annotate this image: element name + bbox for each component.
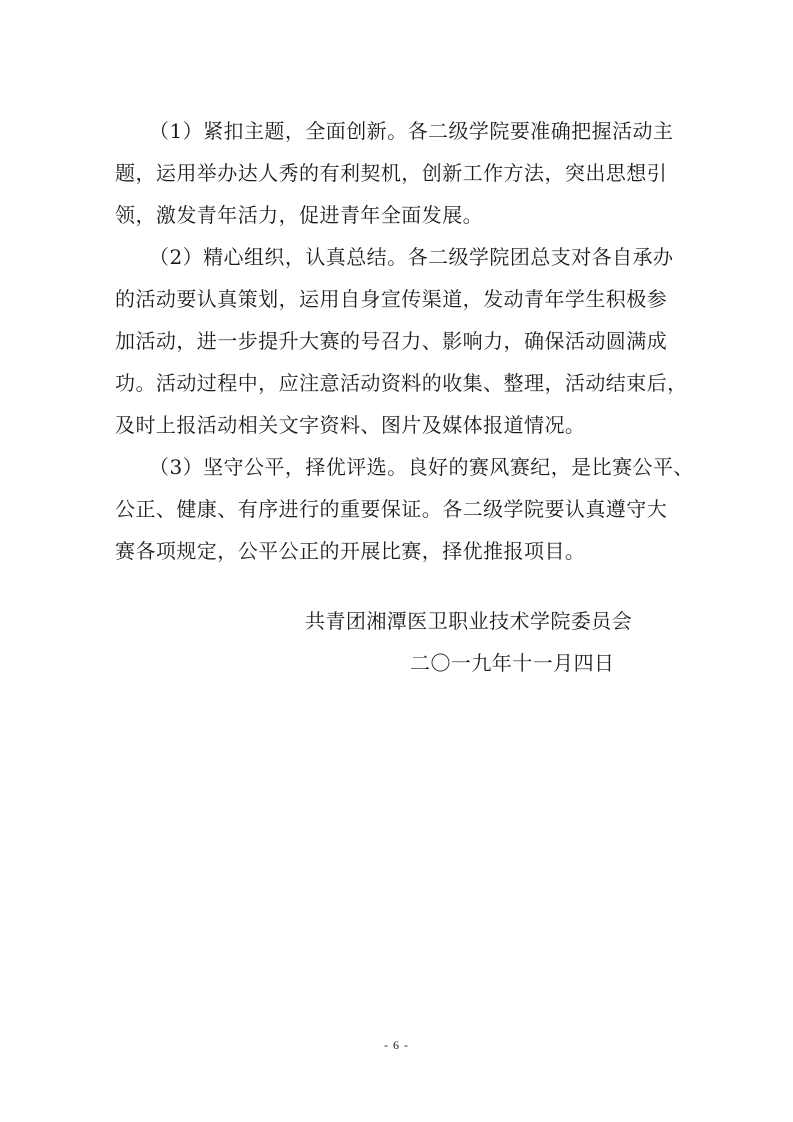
page-number: - 6 -	[384, 1038, 409, 1052]
paragraph-1-line-1: （1）紧扣主题，全面创新。各二级学院要准确把握活动主	[149, 119, 674, 143]
paragraph-2-line-5: 及时上报活动相关文字资料、图片及媒体报道情况。	[115, 413, 586, 437]
paragraph-2-line-3: 加活动，进一步提升大赛的号召力、影响力，确保活动圆满成	[115, 329, 668, 353]
paragraph-2-line-2: 的活动要认真策划，运用自身宣传渠道，发动青年学生积极参	[115, 287, 668, 311]
signature-date: 二〇一九年十一月四日	[410, 651, 615, 675]
paragraph-3-line-2: 公正、健康、有序进行的重要保证。各二级学院要认真遵守大	[115, 497, 668, 521]
paragraph-2-line-1: （2）精心组织，认真总结。各二级学院团总支对各自承办	[149, 245, 674, 269]
paragraph-3-line-3: 赛各项规定，公平公正的开展比赛，择优推报项目。	[115, 539, 586, 563]
signature-organization: 共青团湘潭医卫职业技术学院委员会	[305, 609, 633, 633]
paragraph-1-line-3: 领，激发青年活力，促进青年全面发展。	[115, 203, 484, 227]
paragraph-1-line-2: 题，运用举办达人秀的有利契机，创新工作方法，突出思想引	[115, 161, 668, 185]
paragraph-3-line-1: （3）坚守公平，择优评选。良好的赛风赛纪，是比赛公平、	[149, 455, 694, 479]
paragraph-2-line-4: 功。活动过程中，应注意活动资料的收集、整理，活动结束后，	[115, 371, 688, 395]
